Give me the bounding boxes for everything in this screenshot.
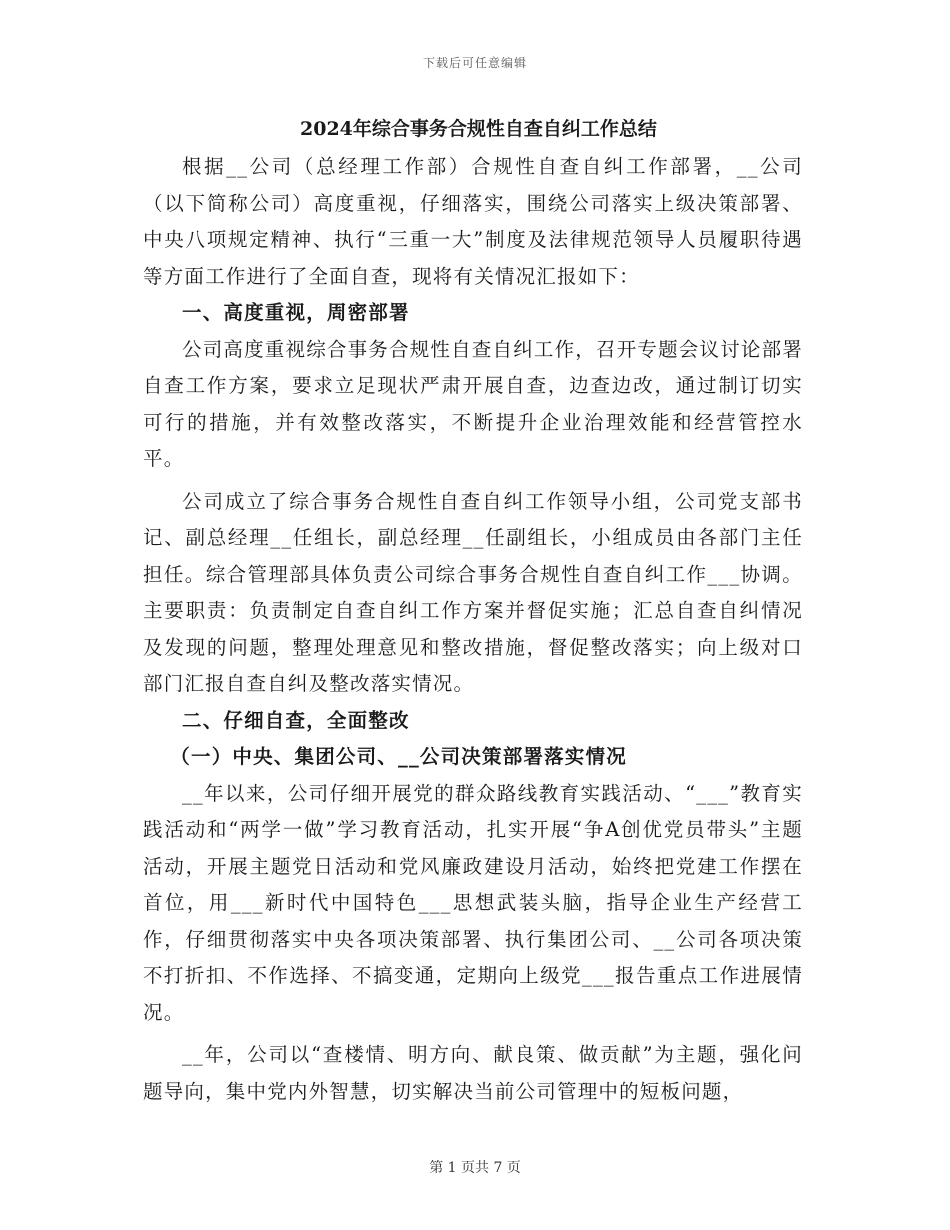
- section-1-paragraph-1: 公司高度重视综合事务合规性自查自纠工作，召开专题会议讨论部署自查工作方案，要求立足现状严肃开展自查，边查边改，通过制订切实可行的措施，并有效整改落实，不断提升企业治理效能和经营管控水平。: [143, 337, 804, 470]
- section-1-heading: 一、高度重视，周密部署: [182, 301, 410, 324]
- header-note: 下载后可任意编辑: [422, 56, 527, 70]
- section-2-paragraph-2: __年，公司以“查楼情、明方向、献良策、做贡献”为主题，强化问题导向，集中党内外智慧，切实解决当前公司管理中的短板问题，: [143, 1043, 803, 1103]
- section-1-paragraph-2: 公司成立了综合事务合规性自查自纠工作领导小组，公司党支部书记、副总经理__任组长，副总经理__任副组长，小组成员由各部门主任担任。综合管理部具体负责公司综合事务合规性自查自纠工作___协调。主要职责：负责制定自查自纠工作方案并督促实施；汇总自查自纠情况及发现的问题，整理处理意见和整改措施，督促整改落实；向上级对口部门汇报自查自纠及整改落实情况。: [143, 489, 803, 695]
- document-title: 2024年综合事务合规性自查自纠工作总结: [300, 118, 657, 140]
- section-2-heading: 二、仔细自查，全面整改: [182, 708, 410, 732]
- document-body: [143, 149, 803, 1110]
- section-2-paragraph-1: __年以来，公司仔细开展党的群众路线教育实践活动、“___”教育实践活动和“两学一做”学习教育活动，扎实开展“争A创优党员带头”主题活动，开展主题党日活动和党风廉政建设月活动，始终把党建工作摆在首位，用___新时代中国特色___思想武装头脑，指导企业生产经营工作，仔细贯彻落实中央各项决策部署、执行集团公司、__公司各项决策不打折扣、不作选择、不搞变通，定期向上级党___报告重点工作进展情况。: [143, 781, 803, 1024]
- page-footer: 第 1 页共 7 页: [429, 1160, 521, 1176]
- intro-paragraph: 根据__公司（总经理工作部）合规性自查自纠工作部署，__公司（以下简称公司）高度重视，仔细落实，围绕公司落实上级决策部署、中央八项规定精神、执行“三重一大”制度及法律规范领导人员履职待遇等方面工作进行了全面自查，现将有关情况汇报如下：: [143, 155, 803, 288]
- section-2-subheading-1: （一）中央、集团公司、__公司决策部署落实情况: [170, 745, 627, 768]
